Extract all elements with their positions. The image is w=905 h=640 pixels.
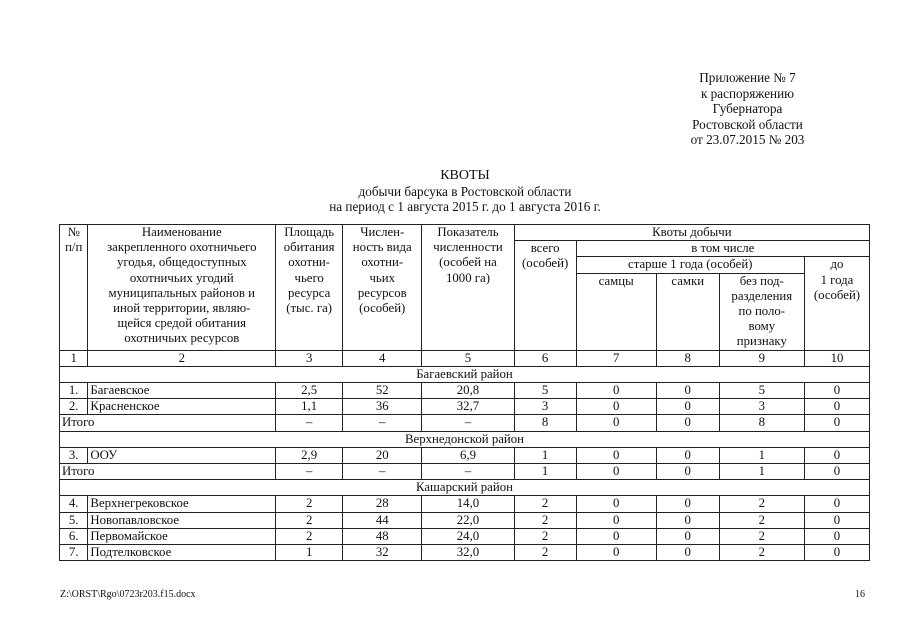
cell-count: 44 (343, 512, 422, 528)
cell-count: 20 (343, 447, 422, 463)
cell-indicator: 32,7 (422, 399, 514, 415)
cell-males: 0 (576, 399, 656, 415)
cell-count: – (343, 415, 422, 431)
cell-females: 0 (656, 383, 719, 399)
cell-males: 0 (576, 415, 656, 431)
table-row (60, 399, 870, 415)
header-males: самцы (576, 273, 656, 350)
cell-females: 0 (656, 415, 719, 431)
cell-total: 2 (514, 512, 576, 528)
header-young: до 1 года (особей) (804, 257, 869, 350)
cell-young: 0 (804, 447, 869, 463)
document-title (240, 168, 690, 214)
quota-table (59, 224, 870, 561)
region-row (60, 366, 870, 382)
cell-area: 2,9 (276, 447, 343, 463)
header-quotas: Квоты добычи (514, 225, 869, 241)
region-row (60, 431, 870, 447)
cell-name: Красненское (88, 399, 276, 415)
cell-males: 0 (576, 383, 656, 399)
total-label: Итого (60, 464, 276, 480)
column-number: 3 (276, 350, 343, 366)
header-total: всего (особей) (514, 241, 576, 350)
region-name: Кашарский район (60, 480, 870, 496)
cell-females: 0 (656, 528, 719, 544)
cell-nodiv: 3 (719, 399, 804, 415)
cell-number: 5. (60, 512, 88, 528)
cell-young: 0 (804, 383, 869, 399)
cell-nodiv: 2 (719, 545, 804, 561)
cell-nodiv: 2 (719, 496, 804, 512)
cell-count: 36 (343, 399, 422, 415)
cell-indicator: 6,9 (422, 447, 514, 463)
cell-young: 0 (804, 528, 869, 544)
cell-females: 0 (656, 399, 719, 415)
cell-young: 0 (804, 399, 869, 415)
cell-area: – (276, 415, 343, 431)
appendix-block (640, 70, 855, 148)
header-indicator: Показатель численности (особей на 1000 га) (422, 225, 514, 351)
cell-name: Подтелковское (88, 545, 276, 561)
column-number: 8 (656, 350, 719, 366)
cell-name: Верхнегрековское (88, 496, 276, 512)
column-number: 6 (514, 350, 576, 366)
cell-name: Новопавловское (88, 512, 276, 528)
cell-total: 1 (514, 464, 576, 480)
cell-young: 0 (804, 512, 869, 528)
cell-count: 32 (343, 545, 422, 561)
appendix-line: Губернатора (712, 101, 783, 117)
appendix-line: Приложение № 7 (699, 70, 796, 85)
cell-nodiv: 2 (719, 528, 804, 544)
cell-indicator: – (422, 464, 514, 480)
cell-area: 1,1 (276, 399, 343, 415)
cell-males: 0 (576, 512, 656, 528)
header-row-1 (60, 225, 870, 241)
region-row (60, 480, 870, 496)
cell-count: 48 (343, 528, 422, 544)
cell-males: 0 (576, 496, 656, 512)
cell-number: 7. (60, 545, 88, 561)
cell-total: 2 (514, 528, 576, 544)
cell-area: 2 (276, 512, 343, 528)
cell-area: 2,5 (276, 383, 343, 399)
footer-page-number: 16 (855, 589, 865, 600)
table-row (60, 383, 870, 399)
cell-males: 0 (576, 447, 656, 463)
header-older: старше 1 года (особей) (576, 257, 804, 273)
cell-count: 52 (343, 383, 422, 399)
cell-nodiv: 1 (719, 464, 804, 480)
cell-area: 1 (276, 545, 343, 561)
cell-number: 1. (60, 383, 88, 399)
footer-file-path: Z:\ORST\Rgo\0723r203.f15.docx (60, 589, 196, 600)
cell-indicator: 24,0 (422, 528, 514, 544)
cell-area: 2 (276, 496, 343, 512)
header-including: в том числе (576, 241, 869, 257)
cell-nodiv: 1 (719, 447, 804, 463)
cell-indicator: 22,0 (422, 512, 514, 528)
title-subtitle: добычи барсука в Ростовской области (358, 184, 572, 199)
column-number: 9 (719, 350, 804, 366)
appendix-line: Ростовской области (692, 116, 803, 132)
header-number: № п/п (60, 225, 88, 351)
cell-nodiv: 5 (719, 383, 804, 399)
column-number: 5 (422, 350, 514, 366)
cell-young: 0 (804, 545, 869, 561)
cell-total: 5 (514, 383, 576, 399)
cell-young: 0 (804, 464, 869, 480)
cell-name: Первомайское (88, 528, 276, 544)
cell-total: 2 (514, 545, 576, 561)
cell-count: – (343, 464, 422, 480)
column-number: 10 (804, 350, 869, 366)
cell-area: 2 (276, 528, 343, 544)
cell-females: 0 (656, 545, 719, 561)
cell-females: 0 (656, 512, 719, 528)
cell-females: 0 (656, 447, 719, 463)
table-row (60, 447, 870, 463)
cell-name: Багаевское (88, 383, 276, 399)
cell-nodiv: 2 (719, 512, 804, 528)
cell-females: 0 (656, 464, 719, 480)
column-numbers-row (60, 350, 870, 366)
table-row (60, 528, 870, 544)
cell-total: 1 (514, 447, 576, 463)
table-row (60, 545, 870, 561)
cell-nodiv: 8 (719, 415, 804, 431)
column-number: 2 (88, 350, 276, 366)
region-name: Верхнедонской район (60, 431, 870, 447)
cell-males: 0 (576, 528, 656, 544)
cell-indicator: – (422, 415, 514, 431)
header-name: Наименование закрепленного охотничьего угодья, общедоступных охотничьих угодий муниципальных районов и иной территории, являю- щейся средой обитания охотничьих ресурсов (88, 225, 276, 351)
title-heading: КВОТЫ (440, 168, 490, 183)
cell-number: 6. (60, 528, 88, 544)
cell-indicator: 20,8 (422, 383, 514, 399)
cell-number: 3. (60, 447, 88, 463)
cell-total: 2 (514, 496, 576, 512)
region-name: Багаевский район (60, 366, 870, 382)
cell-total: 8 (514, 415, 576, 431)
cell-males: 0 (576, 464, 656, 480)
title-period: на период с 1 августа 2015 г. до 1 августа 2016 г. (329, 199, 601, 214)
table-row (60, 512, 870, 528)
header-area: Площадь обитания охотни- чьего ресурса (тыс. га) (276, 225, 343, 351)
header-count: Числен- ность вида охотни- чьих ресурсов (особей) (343, 225, 422, 351)
column-number: 7 (576, 350, 656, 366)
cell-total: 3 (514, 399, 576, 415)
appendix-line: от 23.07.2015 № 203 (690, 132, 805, 148)
column-number: 4 (343, 350, 422, 366)
column-number: 1 (60, 350, 88, 366)
cell-area: – (276, 464, 343, 480)
header-females: самки (656, 273, 719, 350)
table-row (60, 496, 870, 512)
cell-males: 0 (576, 545, 656, 561)
header-nodiv: без под- разделения по поло- вому признаку (719, 273, 804, 350)
appendix-line: к распоряжению (700, 85, 795, 101)
cell-number: 2. (60, 399, 88, 415)
cell-indicator: 14,0 (422, 496, 514, 512)
total-label: Итого (60, 415, 276, 431)
cell-indicator: 32,0 (422, 545, 514, 561)
cell-name: ООУ (88, 447, 276, 463)
cell-young: 0 (804, 496, 869, 512)
cell-number: 4. (60, 496, 88, 512)
cell-young: 0 (804, 415, 869, 431)
cell-count: 28 (343, 496, 422, 512)
total-row (60, 415, 870, 431)
cell-females: 0 (656, 496, 719, 512)
total-row (60, 464, 870, 480)
